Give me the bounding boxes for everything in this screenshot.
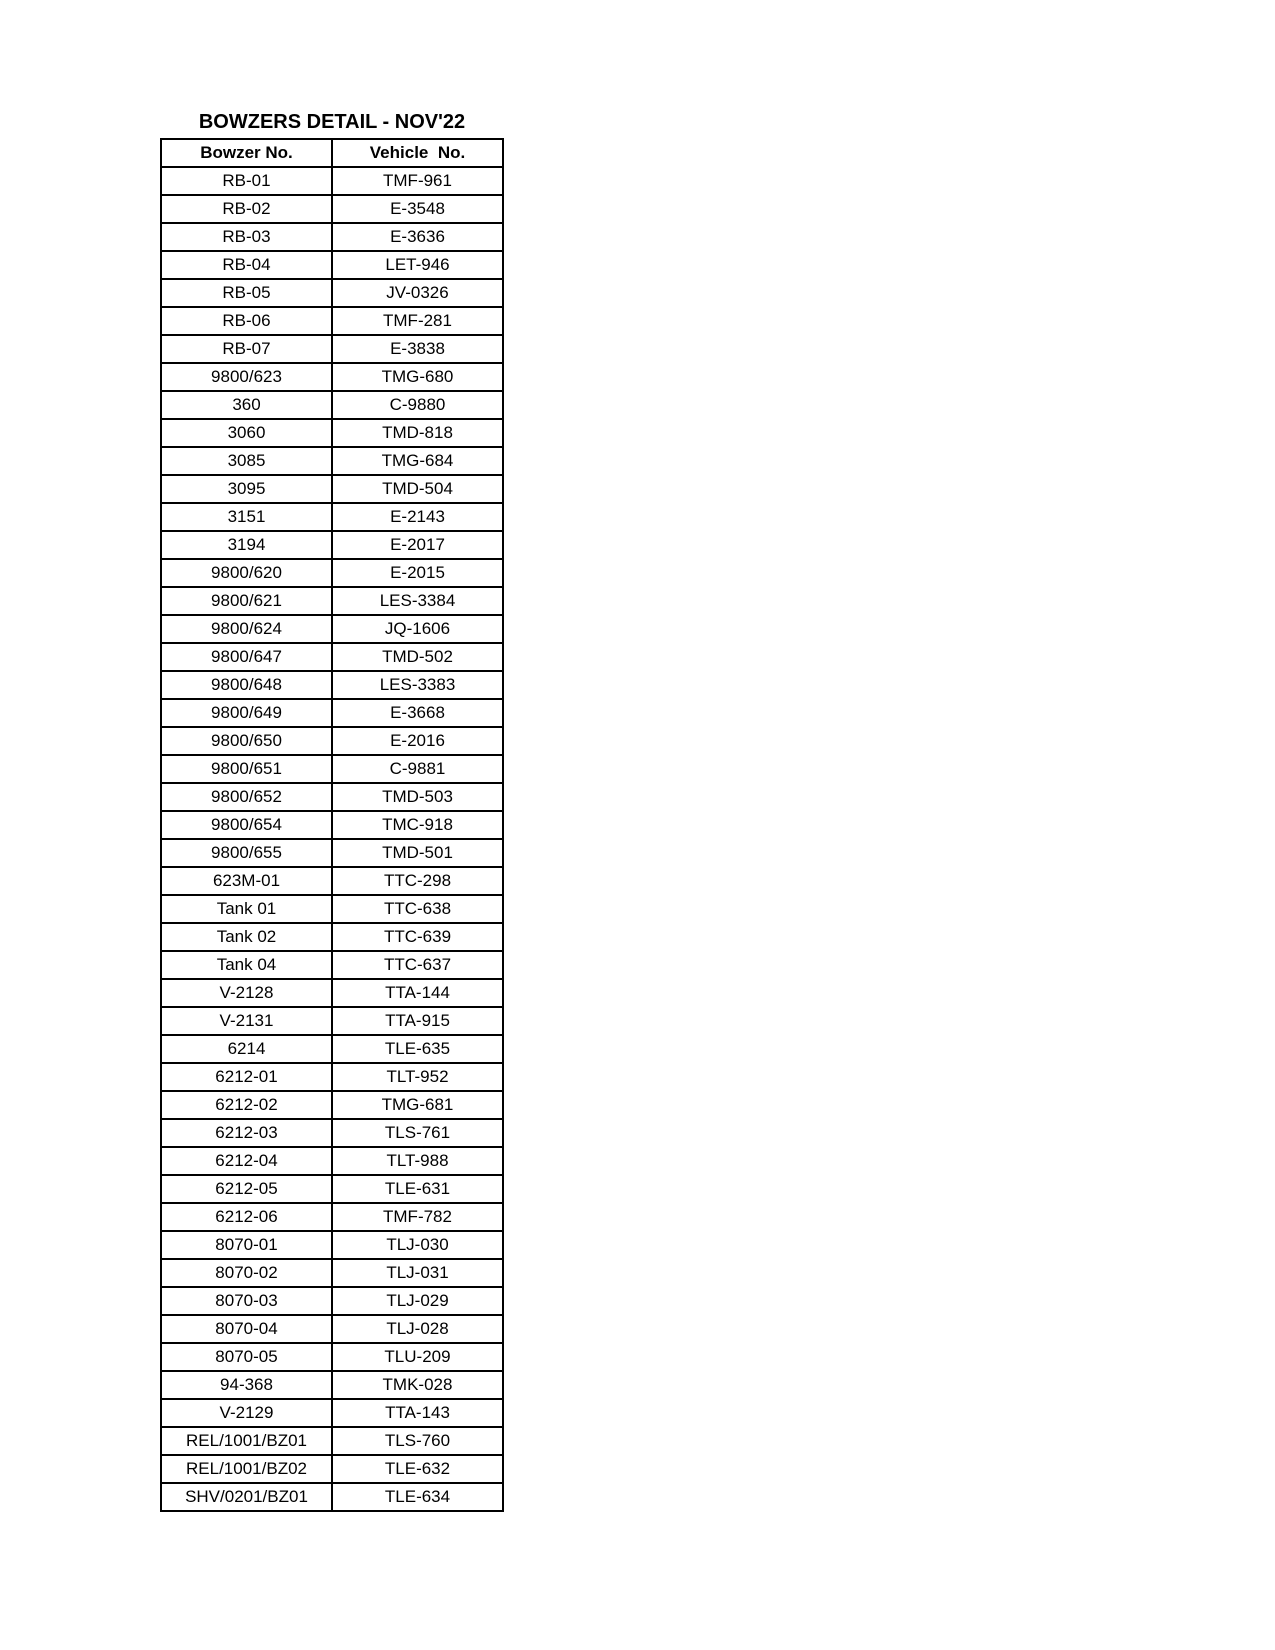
table-row xyxy=(161,195,503,223)
table-body xyxy=(161,167,503,1511)
table-row xyxy=(161,923,503,951)
table-row xyxy=(161,251,503,279)
bowzer-no-cell: 6212-06 xyxy=(161,1203,332,1231)
vehicle-no-cell: JQ-1606 xyxy=(332,615,503,643)
table-row xyxy=(161,839,503,867)
table-row xyxy=(161,755,503,783)
table-row xyxy=(161,1287,503,1315)
table-row xyxy=(161,1035,503,1063)
table-row xyxy=(161,671,503,699)
bowzer-no-cell: 9800/620 xyxy=(161,559,332,587)
vehicle-no-cell: TMD-501 xyxy=(332,839,503,867)
bowzer-no-cell: 6212-02 xyxy=(161,1091,332,1119)
table-row xyxy=(161,559,503,587)
bowzer-no-cell: 3085 xyxy=(161,447,332,475)
vehicle-no-cell: E-2016 xyxy=(332,727,503,755)
vehicle-no-cell: TLT-988 xyxy=(332,1147,503,1175)
table-row xyxy=(161,1231,503,1259)
vehicle-no-cell: TLJ-029 xyxy=(332,1287,503,1315)
bowzer-no-cell: 3151 xyxy=(161,503,332,531)
table-header xyxy=(161,139,503,167)
vehicle-no-cell: E-3548 xyxy=(332,195,503,223)
bowzer-no-cell: 8070-02 xyxy=(161,1259,332,1287)
vehicle-no-cell: C-9880 xyxy=(332,391,503,419)
bowzer-no-cell: 9800/652 xyxy=(161,783,332,811)
bowzer-no-cell: 8070-04 xyxy=(161,1315,332,1343)
bowzer-no-cell: 94-368 xyxy=(161,1371,332,1399)
bowzer-no-cell: Tank 01 xyxy=(161,895,332,923)
vehicle-no-cell: TLE-635 xyxy=(332,1035,503,1063)
table-row xyxy=(161,1455,503,1483)
column-header-vehicle-no: Vehicle No. xyxy=(332,139,503,167)
bowzer-no-cell: 8070-03 xyxy=(161,1287,332,1315)
vehicle-no-cell: TLS-761 xyxy=(332,1119,503,1147)
table-row xyxy=(161,867,503,895)
bowzer-no-cell: Tank 02 xyxy=(161,923,332,951)
table-row xyxy=(161,1119,503,1147)
vehicle-no-cell: TMF-782 xyxy=(332,1203,503,1231)
bowzer-no-cell: 6212-03 xyxy=(161,1119,332,1147)
vehicle-no-cell: E-3668 xyxy=(332,699,503,727)
table-row xyxy=(161,727,503,755)
table-row xyxy=(161,1091,503,1119)
vehicle-no-cell: TMD-818 xyxy=(332,419,503,447)
table-row xyxy=(161,447,503,475)
table-row xyxy=(161,363,503,391)
bowzer-no-cell: 9800/621 xyxy=(161,587,332,615)
table-row xyxy=(161,391,503,419)
vehicle-no-cell: C-9881 xyxy=(332,755,503,783)
vehicle-no-cell: TMF-961 xyxy=(332,167,503,195)
table-row xyxy=(161,1399,503,1427)
vehicle-no-cell: JV-0326 xyxy=(332,279,503,307)
bowzer-no-cell: V-2129 xyxy=(161,1399,332,1427)
bowzer-no-cell: 6214 xyxy=(161,1035,332,1063)
vehicle-no-cell: E-2143 xyxy=(332,503,503,531)
table-row xyxy=(161,811,503,839)
table-row xyxy=(161,951,503,979)
table-row xyxy=(161,503,503,531)
bowzer-no-cell: 6212-04 xyxy=(161,1147,332,1175)
vehicle-no-cell: E-3636 xyxy=(332,223,503,251)
bowzer-no-cell: 9800/651 xyxy=(161,755,332,783)
vehicle-no-cell: E-2017 xyxy=(332,531,503,559)
bowzer-no-cell: 360 xyxy=(161,391,332,419)
vehicle-no-cell: TLE-632 xyxy=(332,1455,503,1483)
table-row xyxy=(161,475,503,503)
bowzer-table-section xyxy=(160,110,504,1512)
vehicle-no-cell: TLU-209 xyxy=(332,1343,503,1371)
bowzer-no-cell: RB-06 xyxy=(161,307,332,335)
table-row xyxy=(161,1203,503,1231)
vehicle-no-cell: TLJ-028 xyxy=(332,1315,503,1343)
table-row xyxy=(161,643,503,671)
bowzer-no-cell: REL/1001/BZ02 xyxy=(161,1455,332,1483)
table-row xyxy=(161,335,503,363)
table-row xyxy=(161,223,503,251)
vehicle-no-cell: TTC-637 xyxy=(332,951,503,979)
vehicle-no-cell: TMG-680 xyxy=(332,363,503,391)
table-row xyxy=(161,1007,503,1035)
table-row xyxy=(161,531,503,559)
vehicle-no-cell: TMC-918 xyxy=(332,811,503,839)
table-row xyxy=(161,1063,503,1091)
bowzer-no-cell: 3095 xyxy=(161,475,332,503)
vehicle-no-cell: TMG-681 xyxy=(332,1091,503,1119)
vehicle-no-cell: TTC-638 xyxy=(332,895,503,923)
table-row xyxy=(161,1371,503,1399)
vehicle-no-cell: TTA-144 xyxy=(332,979,503,1007)
table-row xyxy=(161,279,503,307)
bowzer-no-cell: RB-05 xyxy=(161,279,332,307)
vehicle-no-cell: E-3838 xyxy=(332,335,503,363)
bowzer-no-cell: V-2128 xyxy=(161,979,332,1007)
vehicle-no-cell: TLE-634 xyxy=(332,1483,503,1511)
table-row xyxy=(161,1427,503,1455)
bowzer-no-cell: 8070-01 xyxy=(161,1231,332,1259)
vehicle-no-cell: TMD-502 xyxy=(332,643,503,671)
vehicle-no-cell: TTA-915 xyxy=(332,1007,503,1035)
header-row xyxy=(161,139,503,167)
table-row xyxy=(161,1147,503,1175)
bowzer-no-cell: V-2131 xyxy=(161,1007,332,1035)
vehicle-no-cell: TTC-298 xyxy=(332,867,503,895)
bowzer-no-cell: 3060 xyxy=(161,419,332,447)
bowzer-no-cell: 9800/649 xyxy=(161,699,332,727)
bowzer-no-cell: 6212-05 xyxy=(161,1175,332,1203)
bowzer-no-cell: 623M-01 xyxy=(161,867,332,895)
bowzer-no-cell: 9800/655 xyxy=(161,839,332,867)
bowzer-no-cell: 3194 xyxy=(161,531,332,559)
vehicle-no-cell: TMF-281 xyxy=(332,307,503,335)
vehicle-no-cell: TLJ-031 xyxy=(332,1259,503,1287)
vehicle-no-cell: TLT-952 xyxy=(332,1063,503,1091)
table-row xyxy=(161,419,503,447)
bowzer-no-cell: SHV/0201/BZ01 xyxy=(161,1483,332,1511)
page-title: BOWZERS DETAIL - NOV'22 xyxy=(198,111,466,133)
table-row xyxy=(161,979,503,1007)
bowzer-no-cell: 9800/650 xyxy=(161,727,332,755)
bowzer-no-cell: RB-03 xyxy=(161,223,332,251)
vehicle-no-cell: TMD-503 xyxy=(332,783,503,811)
vehicle-no-cell: TMG-684 xyxy=(332,447,503,475)
table-row xyxy=(161,895,503,923)
bowzer-no-cell: RB-04 xyxy=(161,251,332,279)
vehicle-no-cell: TMD-504 xyxy=(332,475,503,503)
vehicle-no-cell: TLJ-030 xyxy=(332,1231,503,1259)
bowzer-no-cell: RB-02 xyxy=(161,195,332,223)
vehicle-no-cell: TTA-143 xyxy=(332,1399,503,1427)
table-row xyxy=(161,783,503,811)
bowzer-no-cell: REL/1001/BZ01 xyxy=(161,1427,332,1455)
table-row xyxy=(161,1343,503,1371)
table-row xyxy=(161,699,503,727)
vehicle-no-cell: LET-946 xyxy=(332,251,503,279)
table-row xyxy=(161,1259,503,1287)
bowzer-no-cell: 8070-05 xyxy=(161,1343,332,1371)
vehicle-no-cell: E-2015 xyxy=(332,559,503,587)
vehicle-no-cell: LES-3384 xyxy=(332,587,503,615)
bowzer-no-cell: 9800/654 xyxy=(161,811,332,839)
bowzer-no-cell: 9800/648 xyxy=(161,671,332,699)
bowzer-no-cell: Tank 04 xyxy=(161,951,332,979)
bowzer-no-cell: RB-07 xyxy=(161,335,332,363)
table-row xyxy=(161,1315,503,1343)
vehicle-no-cell: TLS-760 xyxy=(332,1427,503,1455)
bowzer-no-cell: RB-01 xyxy=(161,167,332,195)
vehicle-no-cell: TMK-028 xyxy=(332,1371,503,1399)
bowzer-no-cell: 9800/624 xyxy=(161,615,332,643)
table-row xyxy=(161,307,503,335)
vehicle-no-cell: TTC-639 xyxy=(332,923,503,951)
bowzer-no-cell: 6212-01 xyxy=(161,1063,332,1091)
vehicle-no-cell: TLE-631 xyxy=(332,1175,503,1203)
table-row xyxy=(161,1175,503,1203)
table-row xyxy=(161,167,503,195)
bowzer-vehicle-table xyxy=(160,138,504,1512)
bowzer-no-cell: 9800/647 xyxy=(161,643,332,671)
table-row xyxy=(161,587,503,615)
vehicle-no-cell: LES-3383 xyxy=(332,671,503,699)
bowzer-no-cell: 9800/623 xyxy=(161,363,332,391)
table-row xyxy=(161,1483,503,1511)
table-row xyxy=(161,615,503,643)
column-header-bowzer-no: Bowzer No. xyxy=(161,139,332,167)
